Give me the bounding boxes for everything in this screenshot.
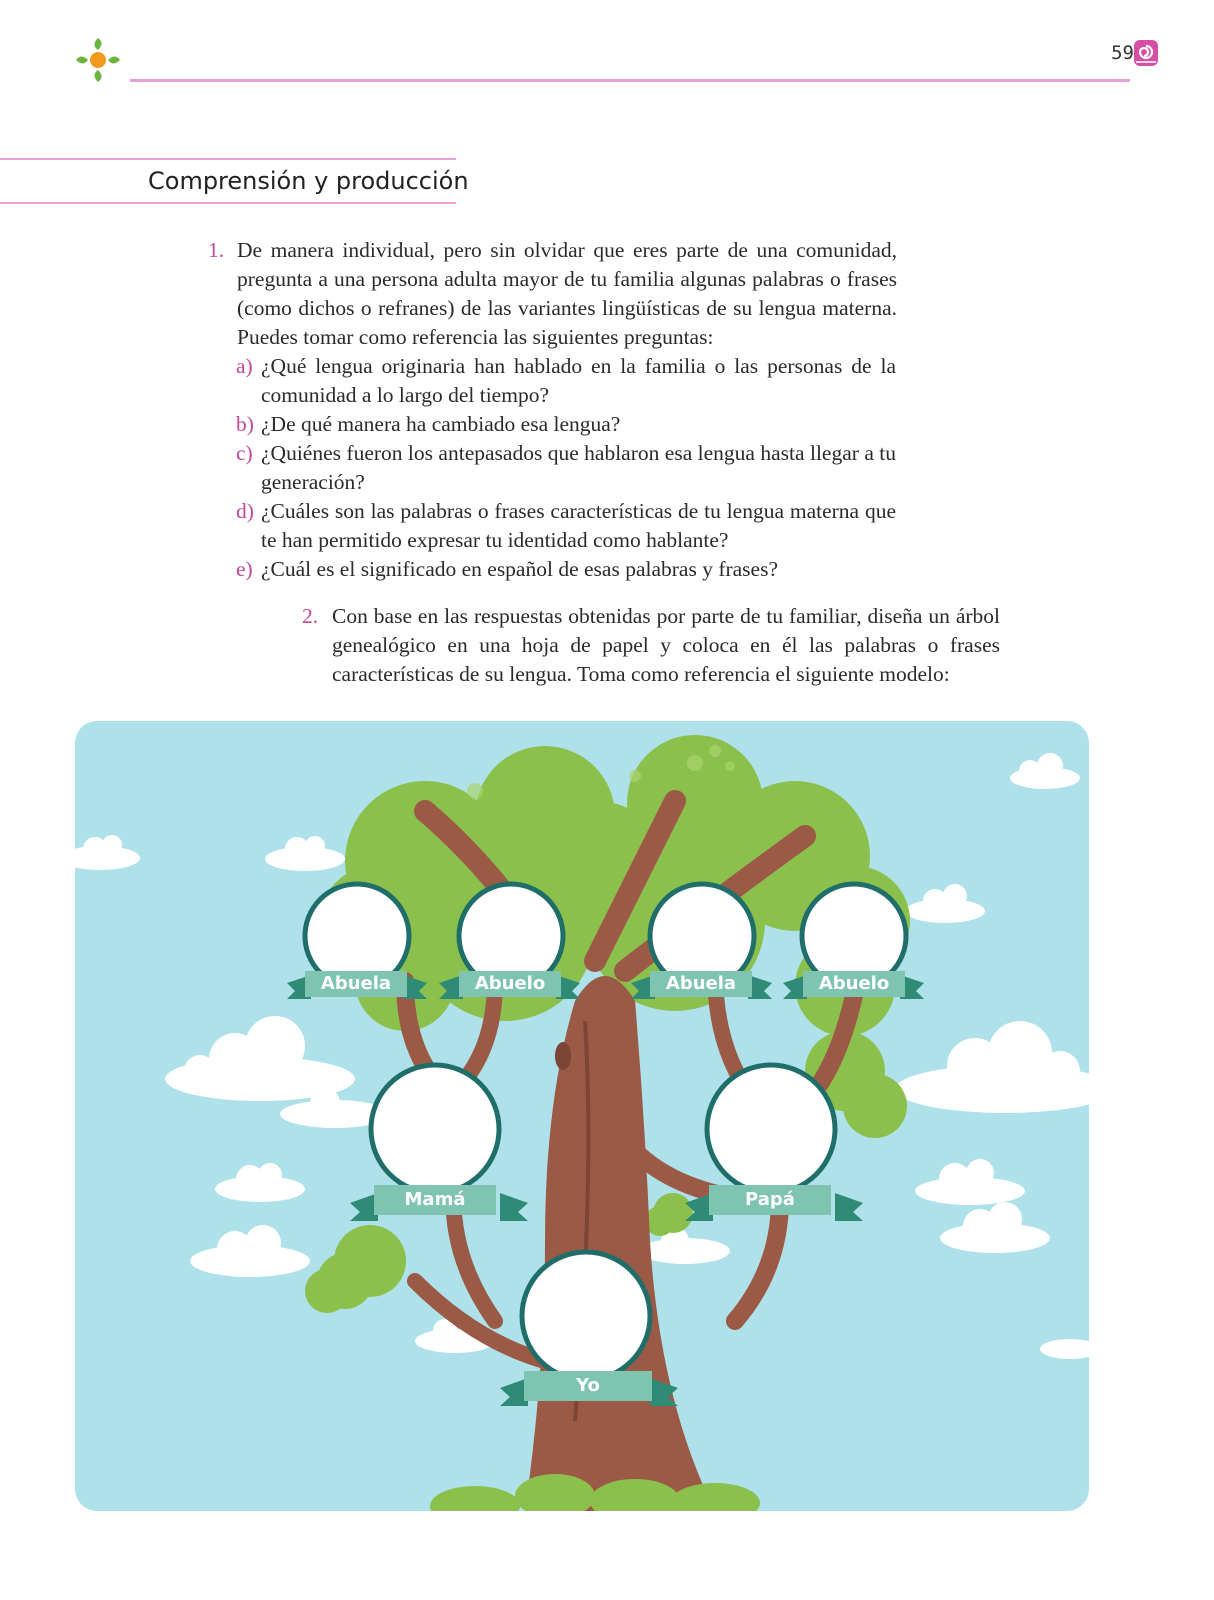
item-letter: b)	[236, 412, 254, 436]
question-number: 1.	[208, 238, 225, 262]
label-dad: Papá	[745, 1189, 795, 1210]
page-number: 59	[1111, 42, 1134, 64]
portrait-frame-dad	[707, 1065, 835, 1193]
label-grandma-2: Abuela	[665, 973, 737, 994]
section-heading	[0, 158, 469, 204]
trunk-knot	[555, 1042, 571, 1070]
item-text: ¿Quiénes fueron los antepasados que hablaron esa lengua hasta llegar a tu generación?	[261, 441, 896, 494]
item-letter: c)	[236, 441, 253, 465]
flower-logo-icon	[72, 34, 124, 86]
item-text: ¿De qué manera ha cambiado esa lengua?	[261, 412, 621, 436]
item-text: ¿Cuál es el significado en español de esas palabras y frases?	[261, 557, 778, 581]
section-rule-top	[0, 158, 456, 160]
label-grandpa-1: Abuelo	[474, 973, 546, 994]
item-letter: e)	[236, 557, 253, 581]
label-grandma-1: Abuela	[320, 973, 392, 994]
portrait-frame-mom	[371, 1065, 499, 1193]
question-number: 2.	[302, 604, 319, 628]
label-grandpa-2: Abuelo	[818, 973, 890, 994]
item-letter: d)	[236, 499, 254, 523]
item-text: ¿Cuáles son las palabras o frases características de tu lengua materna que te han permitido expresar tu identidad como hablante?	[261, 499, 896, 552]
spiral-ornament-icon	[1132, 38, 1160, 68]
section-rule-bottom	[0, 202, 456, 204]
item-text: ¿Qué lengua originaria han hablado en la familia o las personas de la comunidad a lo largo del tiempo?	[261, 354, 896, 407]
header-divider	[130, 79, 1130, 82]
section-title: Comprensión y producción	[148, 167, 469, 195]
question-text: De manera individual, pero sin olvidar que eres parte de una comunidad, pregunta a una persona adulta mayor de tu familia algunas palabras o frases (como dichos o refranes) de las variantes lingüísticas de su lengua materna. Puedes tomar como referencia las siguientes preguntas:	[237, 238, 897, 349]
label-me: Yo	[576, 1375, 600, 1396]
question-text: Con base en las respuestas obtenidas por parte de tu familiar, diseña un árbol genealógico en una hoja de papel y coloca en él las palabras o frases características de su lengua. Toma como referencia el siguiente modelo:	[332, 604, 1000, 686]
label-mom: Mamá	[404, 1189, 466, 1210]
item-letter: a)	[236, 354, 253, 378]
family-tree-illustration	[75, 721, 1089, 1511]
portrait-frame-me	[522, 1252, 650, 1380]
